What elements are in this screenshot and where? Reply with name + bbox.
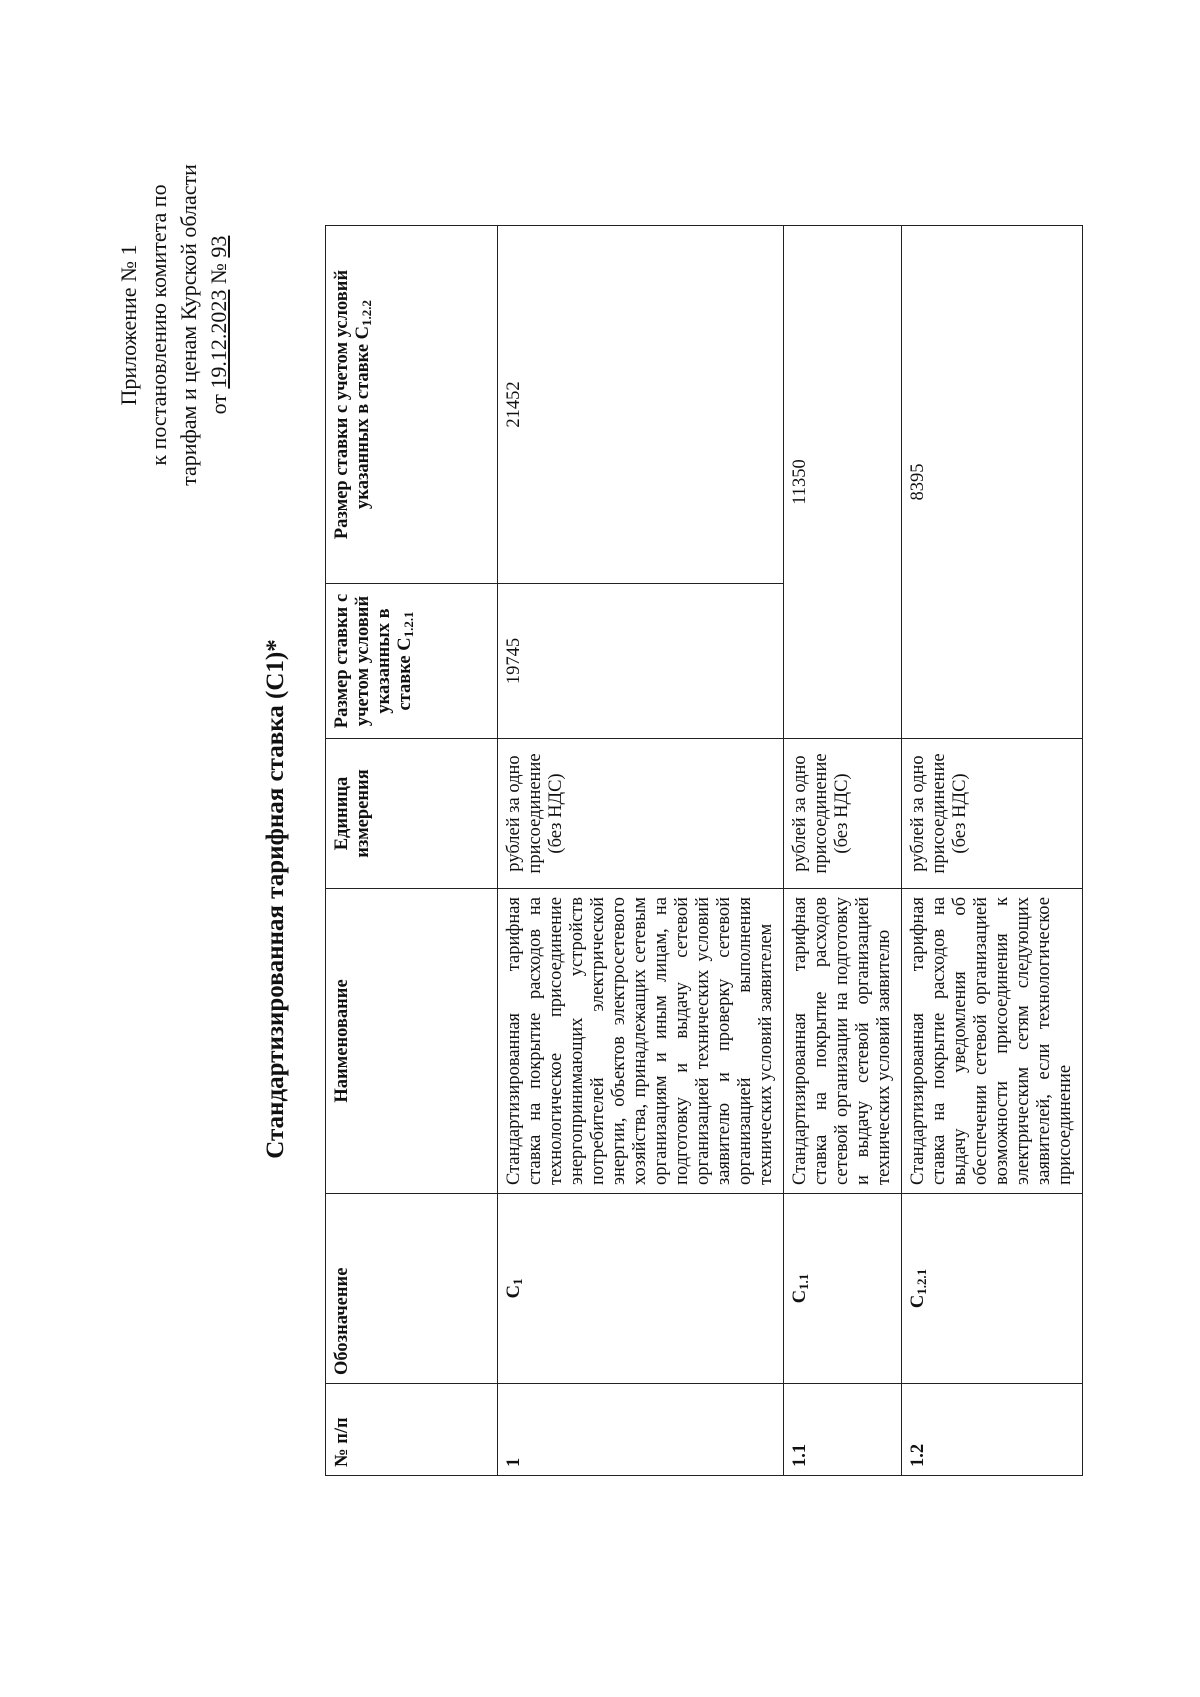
- row-name: Стандартизированная тарифная ставка на покрытие расходов на технологическое присоединение энергопринимающих устройств потребителей электрической энергии, объектов электросетевого хозяйства, принадлежащих сетевым организациям и иным лицам, на подготовку и выдачу сетевой организацией технических условий заявителю и проверку сетевой организацией выполнения технических условий заявителем: [498, 889, 784, 1194]
- row-rate-2: 21452: [498, 226, 784, 584]
- header-rate-2-code: С: [353, 325, 373, 340]
- row-code: [498, 1194, 784, 1384]
- header-rate-2-sub: 1.2.2: [359, 300, 374, 326]
- header-rate-2: [326, 226, 498, 584]
- row-unit: рублей за одно присоединение (без НДС): [498, 739, 784, 889]
- header-rate-2-text: Размер ставки с учетом условий указанных в ставке: [332, 269, 373, 540]
- row-unit: рублей за одно присоединение (без НДС): [784, 739, 902, 889]
- table-row: [498, 226, 784, 1476]
- resolution-date: 19.12.2023: [206, 289, 231, 389]
- appendix-line-2: к постановлению комитета по: [146, 184, 171, 466]
- table-header-row: [326, 226, 498, 1476]
- appendix-line-3: тарифам и ценам Курской области: [176, 164, 201, 486]
- row-rate-merged: 8395: [902, 226, 1083, 739]
- row-unit: рублей за одно присоединение (без НДС): [902, 739, 1083, 889]
- document-title: Стандартизированная тарифная ставка (С1)*: [262, 639, 289, 1159]
- table-row: [902, 226, 1083, 1476]
- number-prefix: №: [206, 263, 231, 285]
- row-code-letter: С: [908, 1294, 928, 1309]
- row-code-letter: С: [504, 1285, 524, 1299]
- row-name: Стандартизированная тарифная ставка на покрытие расходов на выдачу уведомления об обеспечении сетевой организацией возможности присоединения к электрическим сетям следующих заявителей, если технологическое присоединение: [902, 889, 1083, 1194]
- header-rate-1: [326, 584, 498, 739]
- row-code-sub: 1: [510, 1278, 525, 1286]
- row-num: 1.1: [784, 1384, 902, 1476]
- row-code: [784, 1194, 902, 1384]
- header-designation: Обозначение: [326, 1194, 498, 1384]
- header-rate-1-text: Размер ставки с учетом условий указанных в ставке: [332, 593, 415, 729]
- header-num: № п/п: [326, 1384, 498, 1476]
- date-prefix: от: [206, 394, 231, 415]
- row-code: [902, 1194, 1083, 1384]
- resolution-number: 93: [206, 235, 231, 258]
- appendix-date-line: [204, 65, 234, 585]
- header-rate-1-sub: 1.2.1: [401, 611, 416, 638]
- row-num: 1: [498, 1384, 784, 1476]
- row-code-sub: 1.2.1: [914, 1268, 929, 1295]
- row-num: 1.2: [902, 1384, 1083, 1476]
- row-code-letter: С: [790, 1289, 810, 1304]
- row-rate-merged: 11350: [784, 226, 902, 739]
- appendix-header: [114, 65, 234, 585]
- appendix-line-1: Приложение № 1: [116, 244, 141, 406]
- table-row: [784, 226, 902, 1476]
- row-code-sub: 1.1: [796, 1273, 811, 1290]
- header-name: Наименование: [326, 889, 498, 1194]
- header-rate-1-code: С: [395, 637, 415, 651]
- row-rate-1: 19745: [498, 584, 784, 739]
- tariff-table: [325, 225, 1083, 1476]
- row-name: Стандартизированная тарифная ставка на покрытие расходов сетевой организации на подготовку и выдачу сетевой организацией технических условий заявителю: [784, 889, 902, 1194]
- header-unit: Единица измерения: [326, 739, 498, 889]
